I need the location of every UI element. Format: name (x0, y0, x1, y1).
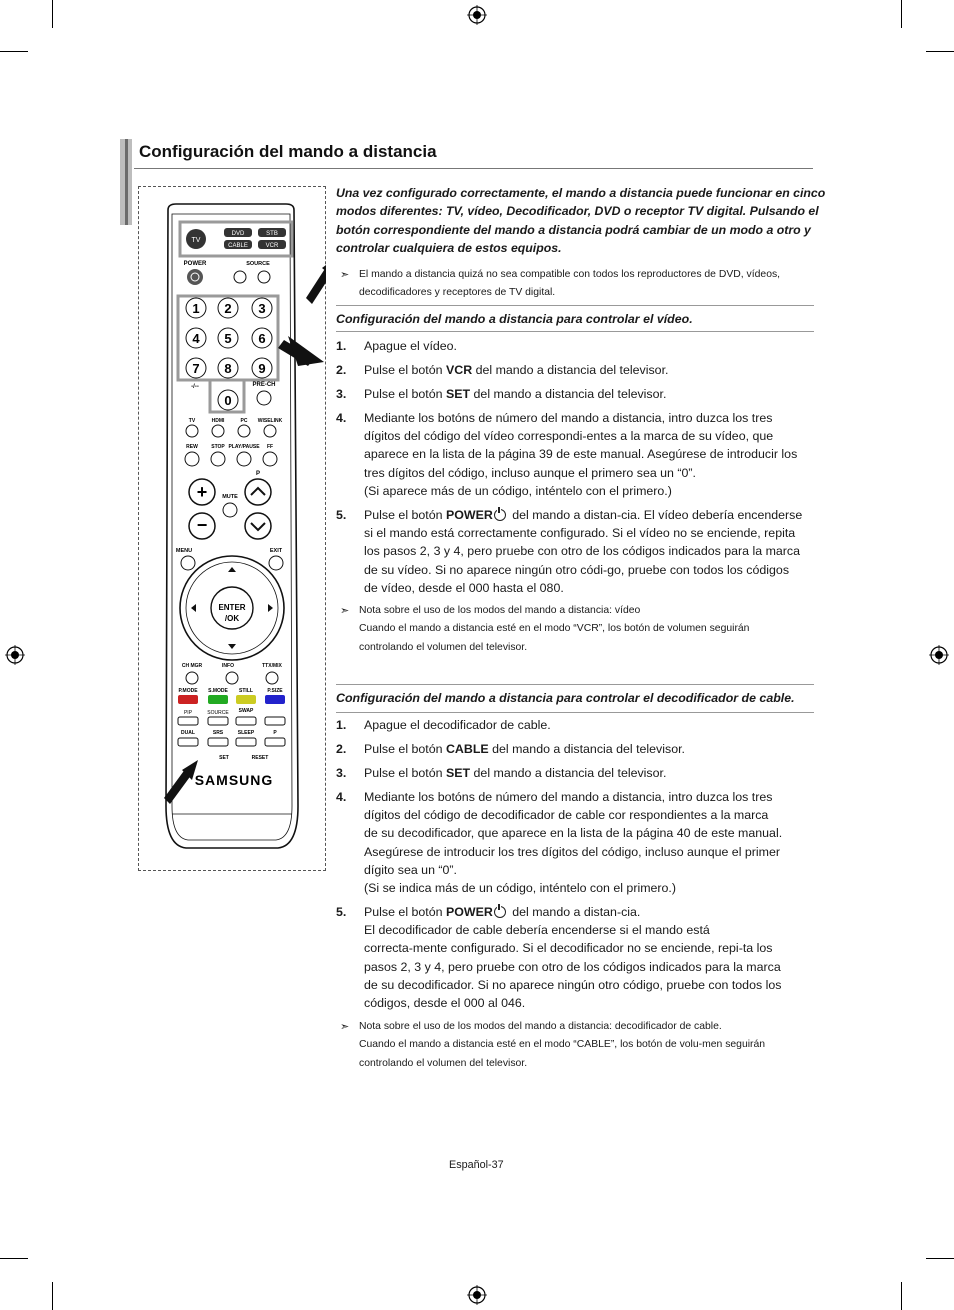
remote-digit-label: 0 (224, 393, 232, 408)
remote-btn-vcr: VCR (265, 243, 279, 249)
note-cable (340, 1018, 810, 1073)
step-number: 2. (336, 742, 347, 756)
title-accent-bar (125, 139, 128, 225)
remote-label-ff: FF (266, 444, 274, 450)
section-rule (336, 331, 814, 332)
remote-digit-label: 7 (192, 361, 200, 376)
remote-digit-label: 3 (258, 301, 266, 316)
power-icon (494, 906, 506, 918)
remote-label-smode: S.MODE (208, 688, 228, 694)
remote-label-sleep: SLEEP (237, 730, 255, 736)
crop-mark (901, 0, 902, 28)
note-line: controlando el volumen del televisor. (359, 641, 528, 653)
remote-label-rew: REW (186, 444, 198, 450)
remote-label-ttxmix: TTX/MIX (262, 663, 282, 669)
remote-label-enter: ENTER (218, 603, 246, 612)
remote-btn-dvd: DVD (231, 231, 245, 237)
remote-label-pc: PC (240, 418, 248, 424)
section-rule (336, 712, 814, 713)
step-number: 5. (336, 905, 347, 919)
remote-digit-label: 1 (192, 301, 200, 316)
section-rule (336, 305, 814, 306)
note-line: El mando a distancia quizá no sea compatible con todos los reproductores de DVD, vídeos, (359, 269, 781, 280)
remote-digit-label: 6 (258, 331, 266, 346)
crop-mark (52, 0, 53, 28)
remote-digit-label: 8 (224, 361, 232, 376)
remote-label-ok: /OK (224, 614, 240, 623)
note-arrow-icon: ➣ (340, 605, 350, 617)
remote-label-dual: DUAL (181, 730, 195, 736)
crop-mark (52, 1282, 53, 1310)
remote-label-power: POWER (183, 261, 207, 267)
step-number: 5. (336, 508, 347, 522)
remote-label-hdmi: HDMI (211, 418, 225, 424)
remote-btn-stb: STB (266, 231, 278, 237)
remote-label-set: SET (219, 755, 229, 761)
remote-label-exit: EXIT (269, 548, 283, 554)
remote-btn-tv: TV (191, 237, 201, 244)
intro-line: Una vez configurado correctamente, el mando a distancia puede funcionar en cinco (336, 186, 826, 200)
remote-label-p2: P (273, 730, 277, 736)
remote-label-dash: -/-- (191, 384, 199, 390)
remote-label-pmode: P.MODE (178, 688, 198, 694)
step-text: Pulse el botón CABLE del mando a distancia del televisor. (364, 742, 685, 756)
note-line: Cuando el mando a distancia esté en el modo “CABLE”, los botón de volu-men seguirán (359, 1039, 766, 1051)
remote-label-info: INFO (222, 663, 234, 669)
remote-label-stop: STOP (211, 444, 225, 450)
remote-label-tv: TV (188, 418, 196, 424)
crop-mark (926, 51, 954, 52)
step-text: Pulse el botón POWER del mando a distan-cia. El vídeo debería encenderse si el mando está correctamente configurado. Si el vídeo no se enciende, repita los pasos 2, 3 y 4, pero pruebe con otro de los códigos indicados para la marca de su vídeo. Si no aparece ningún otro códi-go, pruebe con todos los códigos de vídeo, desde el 000 hasta el 080. (364, 508, 803, 595)
remote-label-prech: PRE-CH (252, 382, 276, 388)
remote-control-illustration (138, 186, 326, 871)
step-text: Pulse el botón VCR del mando a distancia del televisor. (364, 363, 669, 377)
crop-mark (901, 1282, 902, 1310)
remote-label-wiselink: WISELINK (257, 418, 283, 424)
remote-brand-logo: SAMSUNG (194, 772, 274, 788)
note-vcr (340, 602, 810, 657)
remote-digit-label: 5 (224, 331, 232, 346)
step-number: 3. (336, 387, 347, 401)
step-number: 3. (336, 766, 347, 780)
crop-mark (926, 1258, 954, 1259)
step-text: Pulse el botón SET del mando a distancia del televisor. (364, 766, 667, 780)
remote-digit-label: 4 (192, 331, 200, 346)
note-line: Cuando el mando a distancia esté en el modo “VCR”, los botón de volumen seguirán (359, 623, 750, 635)
intro-line: controlar cualquiera de estos equipos. (336, 240, 562, 255)
note-arrow-icon: ➣ (340, 1021, 350, 1033)
remote-label-chmgr: CH MGR (181, 663, 203, 669)
remote-label-srs: SRS (212, 730, 224, 736)
remote-label-mute: MUTE (222, 494, 238, 500)
registration-mark-icon (929, 645, 949, 665)
step-text: Pulse el botón SET del mando a distancia del televisor. (364, 387, 667, 401)
power-icon (494, 509, 506, 521)
remote-label-p: P (255, 471, 261, 477)
remote-label-source: SOURCE (246, 261, 270, 267)
note-compatibility (340, 266, 810, 303)
step-text: Mediante los botóns de número del mando a distancia, intro duzca los tres dígitos del código de decodificador de cable cor respondientes a la marca de su decodificador, que aparece en la lista de la página 40 de este manual. Asegúrese de introducir los tres dígitos del código, incluso aunque el primer dígito sea un “0”. (Si se indica más de un código, inténtelo con el primero.) (364, 790, 783, 896)
intro-paragraph (336, 184, 826, 257)
note-arrow-icon: ➣ (340, 269, 350, 281)
section-rule (336, 684, 814, 685)
vcr-section-heading: Configuración del mando a distancia para controlar el vídeo. (336, 312, 693, 326)
remote-label-pip: PIP (183, 710, 193, 716)
svg-text:+: + (196, 482, 208, 502)
note-line: Nota sobre el uso de los modos del mando a distancia: decodificador de cable. (359, 1021, 722, 1032)
title-rule (134, 168, 813, 169)
intro-line: botón correspondiente del mando a distancia podrá cambiar de un modo a otro y (336, 222, 811, 237)
remote-label-psize: P.SIZE (267, 688, 283, 694)
remote-btn-cable: CABLE (228, 243, 248, 249)
crop-mark (0, 1258, 28, 1259)
step-text: Mediante los botóns de número del mando a distancia, intro duzca los tres dígitos del código del vídeo correspondi-entes a la marca de su vídeo, que aparece en la lista de la página 39 de este manual. Asegúrese de introducir los tres dígitos del código, incluso aunque el primero sea un “0”. (Si aparece más de un código, inténtelo con el primero.) (364, 411, 798, 498)
registration-mark-icon (467, 5, 487, 25)
cable-section-heading: Configuración del mando a distancia para controlar el decodificador de cable. (336, 691, 795, 705)
step-text: Apague el vídeo. (364, 339, 458, 353)
note-line: Nota sobre el uso de los modos del mando a distancia: vídeo (359, 605, 641, 616)
remote-label-swap: SWAP (238, 708, 254, 714)
step-number: 4. (336, 411, 347, 425)
note-line: decodificadores y receptores de TV digital. (359, 287, 556, 299)
step-number: 4. (336, 790, 347, 804)
step-number: 2. (336, 363, 347, 377)
remote-label-source2: SOURCE (207, 710, 229, 716)
remote-label-reset: RESET (251, 755, 269, 761)
page-title: Configuración del mando a distancia (139, 142, 437, 161)
intro-line: modos diferentes: TV, vídeo, Decodificador, DVD o receptor TV digital. Pulsando el (336, 204, 819, 219)
registration-mark-icon (467, 1285, 487, 1305)
step-number: 1. (336, 339, 347, 353)
step-text: Apague el decodificador de cable. (364, 718, 551, 732)
crop-mark (0, 51, 28, 52)
step-text: Pulse el botón POWER del mando a distan-cia. El decodificador de cable debería encenderse si el mando está correcta-mente configurado. Si el decodificador no se enciende, repi-ta los pasos 2, 3 y 4, pero pruebe con otro de los códigos indicados para la marca de su decodificador. Si no aparece ningún otro código, pruebe con todos los códigos, desde el 000 al 046. (364, 905, 782, 1011)
remote-label-playpause: PLAY/PAUSE (228, 444, 260, 450)
remote-label-menu: MENU (175, 548, 193, 554)
note-line: controlando el volumen del televisor. (359, 1057, 528, 1069)
remote-digit-label: 9 (258, 361, 266, 376)
step-number: 1. (336, 718, 347, 732)
remote-digit-label: 2 (224, 301, 232, 316)
svg-text:−: − (196, 515, 208, 535)
registration-mark-icon (5, 645, 25, 665)
remote-label-still: STILL (239, 688, 253, 694)
page-number: Español-37 (449, 1159, 504, 1171)
